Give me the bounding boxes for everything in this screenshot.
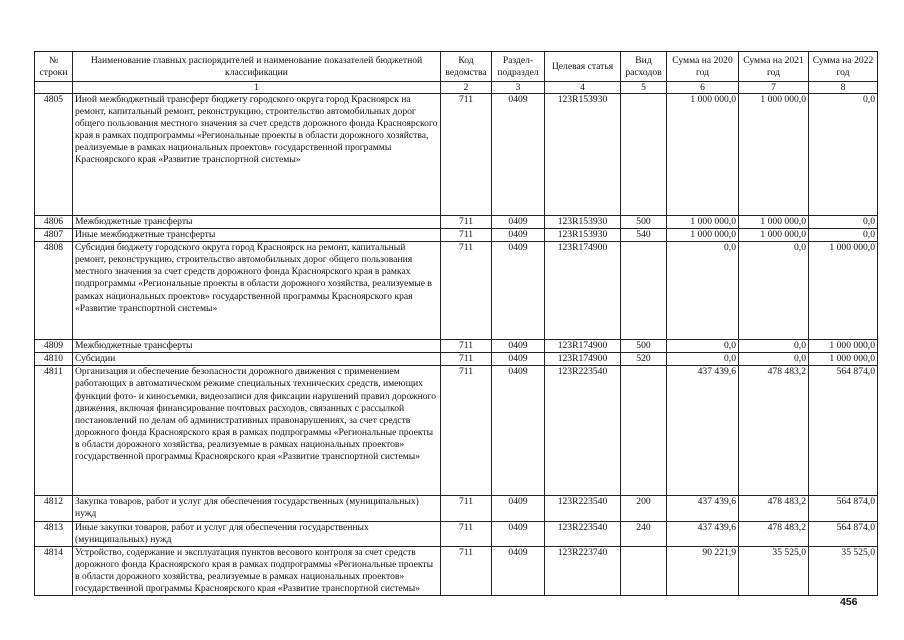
sum-2022: 35 525,0 bbox=[809, 546, 878, 595]
sum-2021: 478 483,2 bbox=[739, 366, 809, 496]
expense-type: 520 bbox=[621, 353, 667, 366]
budget-table bbox=[34, 51, 878, 596]
column-number: 2 bbox=[441, 82, 492, 94]
department-code: 711 bbox=[441, 546, 492, 595]
target-article: 123R223740 bbox=[545, 546, 621, 595]
column-number: 3 bbox=[492, 82, 545, 94]
row-name: Субсидия бюджету городского округа город Красноярск на ремонт, капитальный ремонт, реконструкцию, строительство автомобильных дорог общего пользования местного значения за счет средств дорожного фонда Красноярского края в рамках подпрограммы «Региональные проекты в области дорожного хозяйства, реализуемые в рамках национальных проектов» государственной программы Красноярского края «Развитие транспортной системы» bbox=[73, 242, 441, 340]
header-row bbox=[35, 52, 878, 82]
table-row bbox=[35, 340, 878, 353]
expense-type bbox=[621, 242, 667, 340]
header-expense-type: Вид расходов bbox=[621, 52, 667, 82]
sum-2021: 1 000 000,0 bbox=[739, 229, 809, 242]
sum-2020: 0,0 bbox=[667, 242, 739, 340]
column-number: 8 bbox=[809, 82, 878, 94]
sum-2020: 1 000 000,0 bbox=[667, 216, 739, 229]
header-sum-2021: Сумма на 2021 год bbox=[739, 52, 809, 82]
target-article: 123R174900 bbox=[545, 242, 621, 340]
row-number: 4811 bbox=[35, 366, 73, 496]
table-row bbox=[35, 229, 878, 242]
target-article: 123R153930 bbox=[545, 216, 621, 229]
row-number: 4805 bbox=[35, 94, 73, 216]
row-number: 4806 bbox=[35, 216, 73, 229]
row-name: Закупка товаров, работ и услуг для обеспечения государственных (муниципальных) нужд bbox=[73, 496, 441, 521]
sum-2021: 478 483,2 bbox=[739, 496, 809, 521]
section-code: 0409 bbox=[492, 366, 545, 496]
sum-2021: 478 483,2 bbox=[739, 521, 809, 546]
header-target-article: Целевая статья bbox=[545, 52, 621, 82]
sum-2020: 0,0 bbox=[667, 340, 739, 353]
section-code: 0409 bbox=[492, 496, 545, 521]
column-number bbox=[35, 82, 73, 94]
sum-2022: 1 000 000,0 bbox=[809, 340, 878, 353]
target-article: 123R223540 bbox=[545, 521, 621, 546]
row-name: Устройство, содержание и эксплуатация пунктов весового контроля за счет средств дорожного фонда Красноярского края в рамках подпрограммы «Региональные проекты в области дорожного хозяйства, реализуемые в рамках национальных проектов» государственной программы Красноярского края «Развитие транспортной системы» bbox=[73, 546, 441, 595]
row-number: 4809 bbox=[35, 340, 73, 353]
column-number-row bbox=[35, 82, 878, 94]
sum-2020: 437 439,6 bbox=[667, 496, 739, 521]
header-row-number: № строки bbox=[35, 52, 73, 82]
table-row bbox=[35, 366, 878, 496]
column-number: 1 bbox=[73, 82, 441, 94]
target-article: 123R223540 bbox=[545, 496, 621, 521]
target-article: 123R153930 bbox=[545, 94, 621, 216]
sum-2022: 1 000 000,0 bbox=[809, 353, 878, 366]
sum-2021: 35 525,0 bbox=[739, 546, 809, 595]
department-code: 711 bbox=[441, 521, 492, 546]
department-code: 711 bbox=[441, 242, 492, 340]
section-code: 0409 bbox=[492, 353, 545, 366]
section-code: 0409 bbox=[492, 229, 545, 242]
sum-2021: 0,0 bbox=[739, 353, 809, 366]
header-department-code: Код ведомства bbox=[441, 52, 492, 82]
expense-type: 200 bbox=[621, 496, 667, 521]
row-name: Иные закупки товаров, работ и услуг для обеспечения государственных (муниципальных) нужд bbox=[73, 521, 441, 546]
section-code: 0409 bbox=[492, 94, 545, 216]
row-name: Организация и обеспечение безопасности дорожного движения с применением работающих в автоматическом режиме специальных технических средств, имеющих функции фото- и киносъемки, видеозаписи для фиксации нарушений правил дорожного движения, включая финансирование почтовых расходов, связанных с рассылкой постановлений по делам об административных правонарушениях, за счет средств дорожного фонда Красноярского края в рамках подпрограммы «Региональные проекты в области дорожного хозяйства, реализуемые в рамках национальных проектов» государственной программы Красноярского края «Развитие транспортной системы» bbox=[73, 366, 441, 496]
header-sum-2020: Сумма на 2020 год bbox=[667, 52, 739, 82]
expense-type: 240 bbox=[621, 521, 667, 546]
header-section: Раздел-подраздел bbox=[492, 52, 545, 82]
table-row bbox=[35, 216, 878, 229]
row-name: Межбюджетные трансферты bbox=[73, 340, 441, 353]
sum-2020: 437 439,6 bbox=[667, 366, 739, 496]
row-number: 4813 bbox=[35, 521, 73, 546]
row-number: 4808 bbox=[35, 242, 73, 340]
page-number: 456 bbox=[840, 596, 858, 608]
expense-type: 540 bbox=[621, 229, 667, 242]
sum-2022: 0,0 bbox=[809, 216, 878, 229]
sum-2022: 0,0 bbox=[809, 94, 878, 216]
sum-2021: 1 000 000,0 bbox=[739, 216, 809, 229]
sum-2020: 1 000 000,0 bbox=[667, 229, 739, 242]
sum-2021: 1 000 000,0 bbox=[739, 94, 809, 216]
section-code: 0409 bbox=[492, 546, 545, 595]
sum-2022: 0,0 bbox=[809, 229, 878, 242]
row-number: 4814 bbox=[35, 546, 73, 595]
target-article: 123R153930 bbox=[545, 229, 621, 242]
row-number: 4807 bbox=[35, 229, 73, 242]
column-number: 4 bbox=[545, 82, 621, 94]
header-name: Наименование главных распорядителей и наименование показателей бюджетной классификации bbox=[73, 52, 441, 82]
column-number: 5 bbox=[621, 82, 667, 94]
target-article: 123R174900 bbox=[545, 340, 621, 353]
row-name: Субсидии bbox=[73, 353, 441, 366]
target-article: 123R174900 bbox=[545, 353, 621, 366]
sum-2021: 0,0 bbox=[739, 340, 809, 353]
expense-type: 500 bbox=[621, 216, 667, 229]
sum-2022: 564 874,0 bbox=[809, 521, 878, 546]
department-code: 711 bbox=[441, 229, 492, 242]
column-number: 6 bbox=[667, 82, 739, 94]
sum-2022: 564 874,0 bbox=[809, 496, 878, 521]
sum-2020: 437 439,6 bbox=[667, 521, 739, 546]
section-code: 0409 bbox=[492, 242, 545, 340]
department-code: 711 bbox=[441, 353, 492, 366]
sum-2021: 0,0 bbox=[739, 242, 809, 340]
table-row bbox=[35, 546, 878, 595]
table-row bbox=[35, 242, 878, 340]
department-code: 711 bbox=[441, 216, 492, 229]
header-sum-2022: Сумма на 2022 год bbox=[809, 52, 878, 82]
sum-2020: 1 000 000,0 bbox=[667, 94, 739, 216]
department-code: 711 bbox=[441, 366, 492, 496]
department-code: 711 bbox=[441, 496, 492, 521]
sum-2020: 90 221,9 bbox=[667, 546, 739, 595]
sum-2022: 564 874,0 bbox=[809, 366, 878, 496]
department-code: 711 bbox=[441, 340, 492, 353]
target-article: 123R223540 bbox=[545, 366, 621, 496]
row-name: Межбюджетные трансферты bbox=[73, 216, 441, 229]
sum-2020: 0,0 bbox=[667, 353, 739, 366]
row-number: 4812 bbox=[35, 496, 73, 521]
section-code: 0409 bbox=[492, 340, 545, 353]
expense-type bbox=[621, 94, 667, 216]
table-row bbox=[35, 353, 878, 366]
expense-type bbox=[621, 546, 667, 595]
table-row bbox=[35, 521, 878, 546]
row-name: Иной межбюджетный трансферт бюджету городского округа город Красноярск на ремонт, капитальный ремонт, реконструкцию, строительство автомобильных дорог общего пользования местного значения за счет средств дорожного фонда Красноярского края в рамках подпрограммы «Региональные проекты в области дорожного хозяйства, реализуемые в рамках национальных проектов» государственной программы Красноярского края «Развитие транспортной системы» bbox=[73, 94, 441, 216]
section-code: 0409 bbox=[492, 216, 545, 229]
table-row bbox=[35, 496, 878, 521]
column-number: 7 bbox=[739, 82, 809, 94]
expense-type: 500 bbox=[621, 340, 667, 353]
section-code: 0409 bbox=[492, 521, 545, 546]
row-name: Иные межбюджетные трансферты bbox=[73, 229, 441, 242]
sum-2022: 1 000 000,0 bbox=[809, 242, 878, 340]
table-row bbox=[35, 94, 878, 216]
expense-type bbox=[621, 366, 667, 496]
department-code: 711 bbox=[441, 94, 492, 216]
row-number: 4810 bbox=[35, 353, 73, 366]
